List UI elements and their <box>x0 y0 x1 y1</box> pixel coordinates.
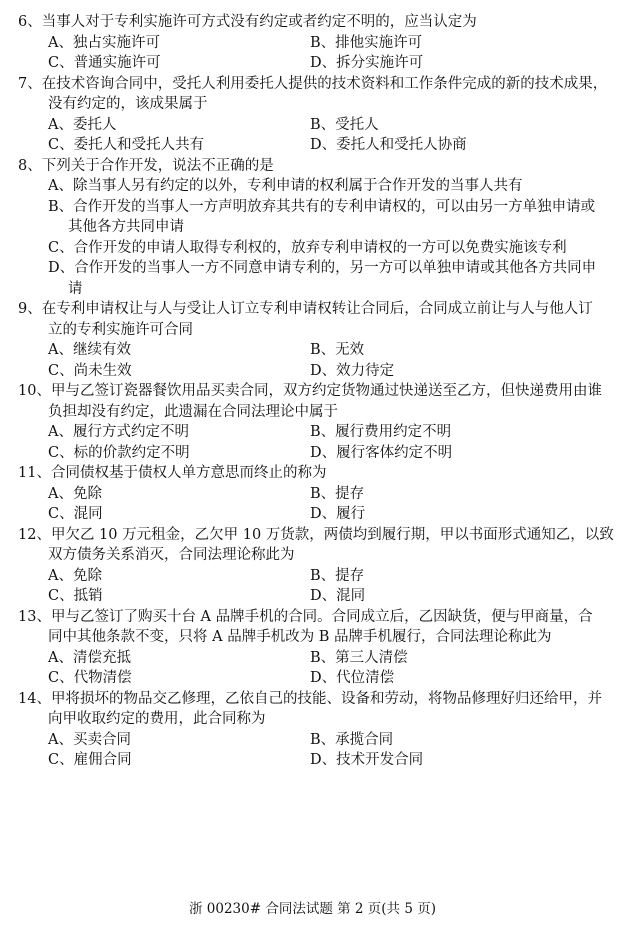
question-8 <box>18 156 613 300</box>
option-d: D、合作开发的当事人一方不同意申请专利的，另一方可以单独申请或其他各方共同申 <box>48 260 597 276</box>
option-b-continued: 其他各方共同申请 <box>68 219 184 235</box>
option-d: D、委托人和受托人协商 <box>310 137 467 153</box>
question-9 <box>18 299 613 381</box>
option-d: D、混同 <box>310 588 366 604</box>
option-a: A、独占实施许可 <box>48 34 160 51</box>
option-d-continued: 请 <box>68 280 83 297</box>
question-stem: 11、合同债权基于债权人单方意思而终止的称为 <box>18 465 327 481</box>
option-a: A、清偿充抵 <box>48 649 131 666</box>
option-b: B、承揽合同 <box>310 731 394 748</box>
option-d: D、履行 <box>310 506 366 522</box>
option-c: C、委托人和受托人共有 <box>48 137 205 153</box>
option-b: B、受托人 <box>310 116 379 133</box>
option-row <box>18 504 613 525</box>
option-c: C、普通实施许可 <box>48 55 161 71</box>
question-stem: 14、甲将损坏的物品交乙修理，乙依自己的技能、设备和劳动，将物品修理好归还给甲，并 <box>18 690 602 707</box>
option-d: D、拆分实施许可 <box>310 55 424 71</box>
question-stem: 13、甲与乙签订了购买十台 A 品牌手机的合同。合同成立后，乙因缺货，便与甲商量，合 <box>18 608 593 625</box>
option-row <box>18 115 613 136</box>
option-row <box>18 566 613 587</box>
option-c: C、代物清偿 <box>48 670 132 686</box>
question-stem-continued: 立的专利实施许可合同 <box>48 321 193 338</box>
question-stem: 12、甲欠乙 10 万元租金，乙欠甲 10 万货款，两债均到履行期，甲以书面形式通知乙，以致 <box>18 526 614 543</box>
option-b: B、无效 <box>310 342 365 358</box>
question-list <box>18 12 613 771</box>
question-stem: 6、当事人对于专利实施许可方式没有约定或者约定不明的，应当认定为 <box>18 14 477 30</box>
question-stem: 7、在技术咨询合同中，受托人利用委托人提供的技术资料和工作条件完成的新的技术成果， <box>18 75 608 92</box>
option-row <box>18 340 613 361</box>
question-stem: 9、在专利申请权让与人与受让人订立专利申请权转让合同后，合同成立前让与人与他人订 <box>18 301 593 317</box>
question-6 <box>18 12 613 74</box>
question-stem-continued: 同中其他条款不变，只将 A 品牌手机改为 B 品牌手机履行，合同法理论称此为 <box>48 629 552 645</box>
option-c: C、尚未生效 <box>48 362 132 379</box>
option-b: B、第三人清偿 <box>310 649 408 666</box>
page-footer: 浙 00230# 合同法试题 第 2 页(共 5 页) <box>188 901 436 917</box>
option-row <box>18 648 613 669</box>
option-row <box>18 33 613 54</box>
question-stem-continued: 负担却没有约定，此遗漏在合同法理论中属于 <box>48 403 338 420</box>
option-row <box>18 586 613 607</box>
option-row <box>18 443 613 464</box>
question-stem: 10、甲与乙签订瓷器餐饮用品买卖合同，双方约定货物通过快递送至乙方，但快递费用由谁 <box>18 383 602 399</box>
question-12 <box>18 525 613 607</box>
option-row <box>18 750 613 771</box>
option-c: C、雇佣合同 <box>48 752 132 768</box>
question-10 <box>18 381 613 463</box>
option-b: B、提存 <box>310 485 365 502</box>
option-row <box>18 361 613 382</box>
option-a: A、委托人 <box>48 116 117 133</box>
option-d: D、效力待定 <box>310 362 395 379</box>
option-d: D、技术开发合同 <box>310 752 424 768</box>
option-b: B、履行费用约定不明 <box>310 424 452 440</box>
option-a: A、免除 <box>48 567 102 584</box>
question-stem-continued: 向甲收取约定的费用，此合同称为 <box>48 711 266 727</box>
option-b: B、合作开发的当事人一方声明放弃其共有的专利申请权的，可以由另一方单独申请或 <box>48 198 596 215</box>
question-stem: 8、下列关于合作开发，说法不正确的是 <box>18 157 274 174</box>
question-stem-continued: 双方债务关系消灭，合同法理论称此为 <box>48 547 295 563</box>
option-c: C、标的价款约定不明 <box>48 444 190 461</box>
option-row <box>18 668 613 689</box>
option-c: C、混同 <box>48 506 103 522</box>
option-row <box>18 730 613 751</box>
option-b: B、排他实施许可 <box>310 34 423 51</box>
option-row <box>18 53 613 74</box>
question-stem-continued: 没有约定的，该成果属于 <box>48 96 208 112</box>
option-row <box>18 484 613 505</box>
question-14 <box>18 689 613 771</box>
option-row <box>18 135 613 156</box>
option-row <box>18 422 613 443</box>
option-a: A、除当事人另有约定的以外，专利申请的权利属于合作开发的当事人共有 <box>48 178 523 194</box>
question-7 <box>18 74 613 156</box>
question-11 <box>18 463 613 525</box>
option-c: C、抵销 <box>48 588 103 604</box>
option-c: C、合作开发的申请人取得专利权的，放弃专利申请权的一方可以免费实施该专利 <box>48 239 567 256</box>
option-a: A、继续有效 <box>48 342 131 358</box>
option-a: A、履行方式约定不明 <box>48 424 189 440</box>
question-13 <box>18 607 613 689</box>
option-a: A、免除 <box>48 485 102 502</box>
option-a: A、买卖合同 <box>48 731 131 748</box>
option-d: D、履行客体约定不明 <box>310 444 453 461</box>
option-b: B、提存 <box>310 567 365 584</box>
option-d: D、代位清偿 <box>310 670 395 686</box>
